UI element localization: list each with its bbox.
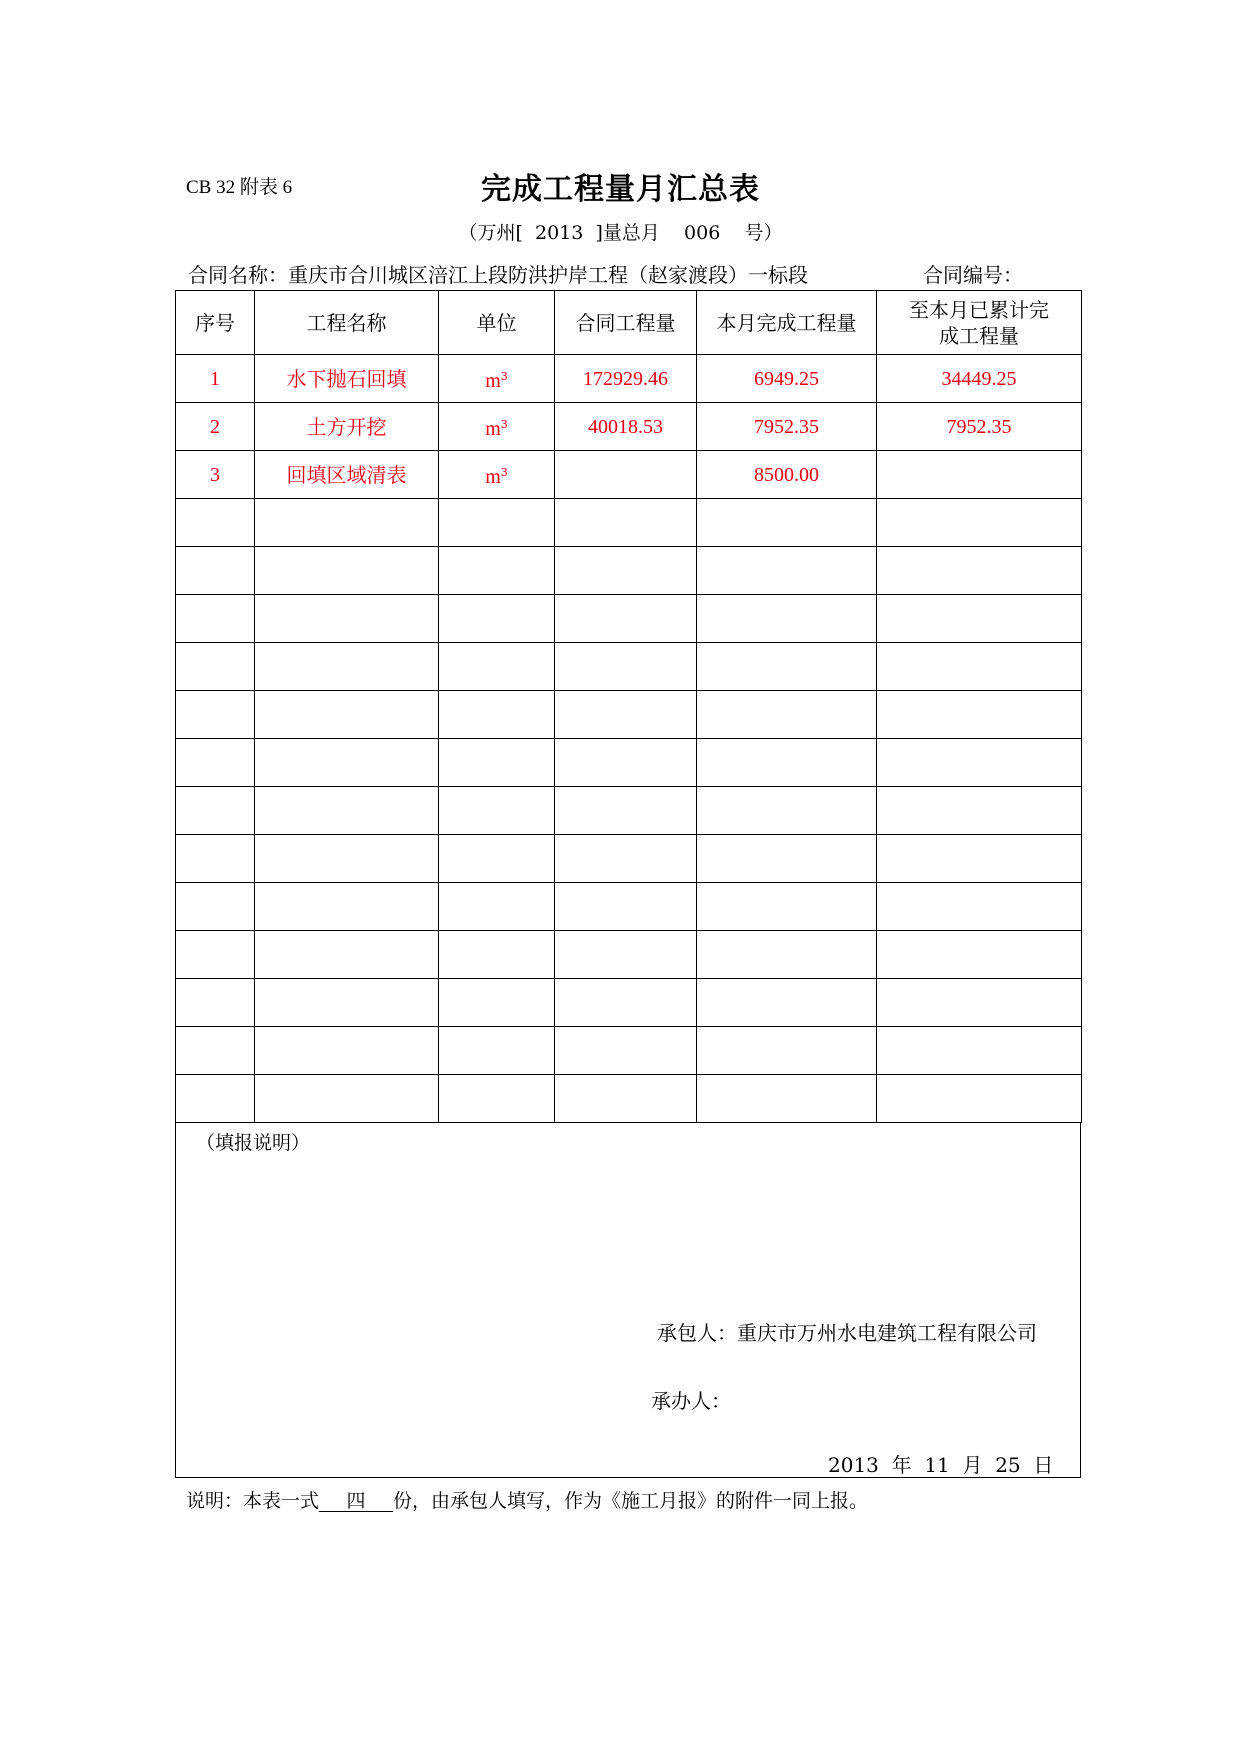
table-cell-cumulative-qty	[877, 643, 1082, 691]
table-cell-contract-qty	[555, 931, 697, 979]
empty-table-row	[176, 1027, 1082, 1075]
unit-superscript: 3	[500, 417, 508, 431]
table-cell-seq	[176, 883, 255, 931]
table-cell-contract-qty	[555, 451, 697, 499]
footnote-prefix: 说明：本表一式	[186, 1490, 320, 1512]
document-number: （万州[ 2013 ]量总月 006 号）	[458, 222, 783, 244]
column-header: 序号	[176, 291, 255, 355]
empty-table-row	[176, 691, 1082, 739]
table-cell-unit	[439, 1075, 555, 1123]
table-cell-unit	[439, 883, 555, 931]
table-cell-name	[255, 979, 439, 1027]
table-cell-name	[255, 835, 439, 883]
table-cell-seq	[176, 499, 255, 547]
unit-text: m	[485, 369, 501, 392]
table-cell-month-qty	[697, 499, 877, 547]
table-cell-month-qty	[697, 787, 877, 835]
table-cell-month-qty: 7952.35	[697, 403, 877, 451]
column-header: 合同工程量	[555, 291, 697, 355]
table-cell-seq	[176, 547, 255, 595]
table-cell-seq	[176, 595, 255, 643]
table-cell-seq: 1	[176, 355, 255, 403]
table-cell-month-qty	[697, 1075, 877, 1123]
table-cell-month-qty: 6949.25	[697, 355, 877, 403]
table-row	[176, 403, 1082, 451]
table-cell-cumulative-qty	[877, 1027, 1082, 1075]
table-cell-month-qty	[697, 1027, 877, 1075]
table-cell-contract-qty	[555, 691, 697, 739]
table-cell-month-qty	[697, 883, 877, 931]
table-cell-contract-qty	[555, 1027, 697, 1075]
table-cell-name: 水下抛石回填	[255, 355, 439, 403]
table-cell-contract-qty	[555, 883, 697, 931]
empty-table-row	[176, 883, 1082, 931]
table-cell-unit	[439, 403, 555, 451]
handler-line: 承办人：	[651, 1389, 731, 1413]
unit-superscript: 3	[500, 369, 508, 383]
table-cell-contract-qty	[555, 547, 697, 595]
table-cell-contract-qty	[555, 979, 697, 1027]
table-cell-seq	[176, 931, 255, 979]
table-cell-name	[255, 691, 439, 739]
table-cell-month-qty	[697, 691, 877, 739]
table-header-row	[176, 291, 1082, 355]
empty-table-row	[176, 739, 1082, 787]
table-cell-seq	[176, 739, 255, 787]
quantity-summary-table	[175, 290, 1082, 1123]
empty-table-row	[176, 1075, 1082, 1123]
table-cell-seq	[176, 979, 255, 1027]
table-cell-cumulative-qty	[877, 451, 1082, 499]
table-cell-unit	[439, 739, 555, 787]
table-cell-name: 回填区域清表	[255, 451, 439, 499]
empty-table-row	[176, 979, 1082, 1027]
table-cell-contract-qty	[555, 739, 697, 787]
unit-text: m	[485, 417, 501, 440]
table-cell-cumulative-qty	[877, 1075, 1082, 1123]
contract-name: 合同名称：重庆市合川城区涪江上段防洪护岸工程（赵家渡段）一标段	[188, 263, 808, 287]
table-cell-name: 土方开挖	[255, 403, 439, 451]
table-cell-seq: 2	[176, 403, 255, 451]
table-cell-month-qty	[697, 931, 877, 979]
table-cell-contract-qty	[555, 499, 697, 547]
column-header: 单位	[439, 291, 555, 355]
table-cell-unit	[439, 547, 555, 595]
table-cell-unit	[439, 499, 555, 547]
table-cell-month-qty	[697, 979, 877, 1027]
table-cell-unit	[439, 1027, 555, 1075]
table-cell-name	[255, 931, 439, 979]
notes-label: （填报说明）	[196, 1132, 311, 1154]
table-cell-month-qty	[697, 739, 877, 787]
table-cell-contract-qty	[555, 787, 697, 835]
empty-table-row	[176, 835, 1082, 883]
table-cell-unit	[439, 979, 555, 1027]
table-cell-cumulative-qty	[877, 547, 1082, 595]
unit-superscript: 3	[500, 465, 508, 479]
table-cell-cumulative-qty	[877, 595, 1082, 643]
table-row	[176, 451, 1082, 499]
contract-number-label: 合同编号：	[923, 263, 1023, 287]
table-cell-unit	[439, 355, 555, 403]
table-cell-month-qty	[697, 547, 877, 595]
table-cell-unit	[439, 835, 555, 883]
unit-text: m	[485, 465, 501, 488]
table-cell-unit	[439, 451, 555, 499]
empty-table-row	[176, 931, 1082, 979]
table-cell-unit	[439, 691, 555, 739]
table-cell-seq	[176, 691, 255, 739]
table-cell-contract-qty	[555, 643, 697, 691]
table-cell-name	[255, 883, 439, 931]
table-cell-month-qty	[697, 835, 877, 883]
table-row	[176, 355, 1082, 403]
table-cell-name	[255, 595, 439, 643]
contractor-line: 承包人：重庆市万州水电建筑工程有限公司	[657, 1321, 1037, 1345]
column-header: 至本月已累计完成工程量	[877, 291, 1082, 355]
table-cell-contract-qty: 40018.53	[555, 403, 697, 451]
notes-box	[175, 1122, 1081, 1478]
table-cell-contract-qty	[555, 1075, 697, 1123]
report-date: 2013 年 11 月 25 日	[828, 1453, 1054, 1477]
table-cell-contract-qty: 172929.46	[555, 355, 697, 403]
column-header: 工程名称	[255, 291, 439, 355]
table-cell-seq	[176, 835, 255, 883]
table-cell-month-qty	[697, 595, 877, 643]
footnote-suffix: 份，由承包人填写，作为《施工月报》的附件一同上报。	[393, 1490, 869, 1512]
table-cell-cumulative-qty	[877, 739, 1082, 787]
table-cell-name	[255, 1075, 439, 1123]
table-cell-cumulative-qty	[877, 931, 1082, 979]
table-cell-cumulative-qty: 34449.25	[877, 355, 1082, 403]
table-cell-cumulative-qty	[877, 787, 1082, 835]
table-cell-cumulative-qty	[877, 883, 1082, 931]
table-cell-cumulative-qty	[877, 835, 1082, 883]
table-cell-seq	[176, 1027, 255, 1075]
table-cell-name	[255, 1027, 439, 1075]
empty-table-row	[176, 643, 1082, 691]
table-cell-contract-qty	[555, 835, 697, 883]
table-cell-cumulative-qty	[877, 499, 1082, 547]
table-cell-seq	[176, 1075, 255, 1123]
table-cell-month-qty	[697, 643, 877, 691]
table-cell-contract-qty	[555, 595, 697, 643]
table-cell-seq	[176, 787, 255, 835]
empty-table-row	[176, 787, 1082, 835]
copies-count: 四	[319, 1491, 393, 1512]
empty-table-row	[176, 499, 1082, 547]
column-header: 本月完成工程量	[697, 291, 877, 355]
footnote	[186, 1486, 868, 1513]
table-cell-month-qty: 8500.00	[697, 451, 877, 499]
table-cell-unit	[439, 787, 555, 835]
table-cell-unit	[439, 643, 555, 691]
table-cell-name	[255, 739, 439, 787]
table-cell-seq: 3	[176, 451, 255, 499]
table-cell-name	[255, 643, 439, 691]
table-cell-cumulative-qty	[877, 691, 1082, 739]
empty-table-row	[176, 595, 1082, 643]
table-cell-cumulative-qty: 7952.35	[877, 403, 1082, 451]
table-cell-seq	[176, 643, 255, 691]
table-cell-unit	[439, 595, 555, 643]
table-cell-cumulative-qty	[877, 979, 1082, 1027]
table-cell-name	[255, 547, 439, 595]
table-cell-name	[255, 787, 439, 835]
empty-table-row	[176, 547, 1082, 595]
page-title: 完成工程量月汇总表	[481, 172, 760, 207]
form-code: CB 32 附表 6	[186, 177, 293, 198]
table-cell-unit	[439, 931, 555, 979]
table-cell-name	[255, 499, 439, 547]
